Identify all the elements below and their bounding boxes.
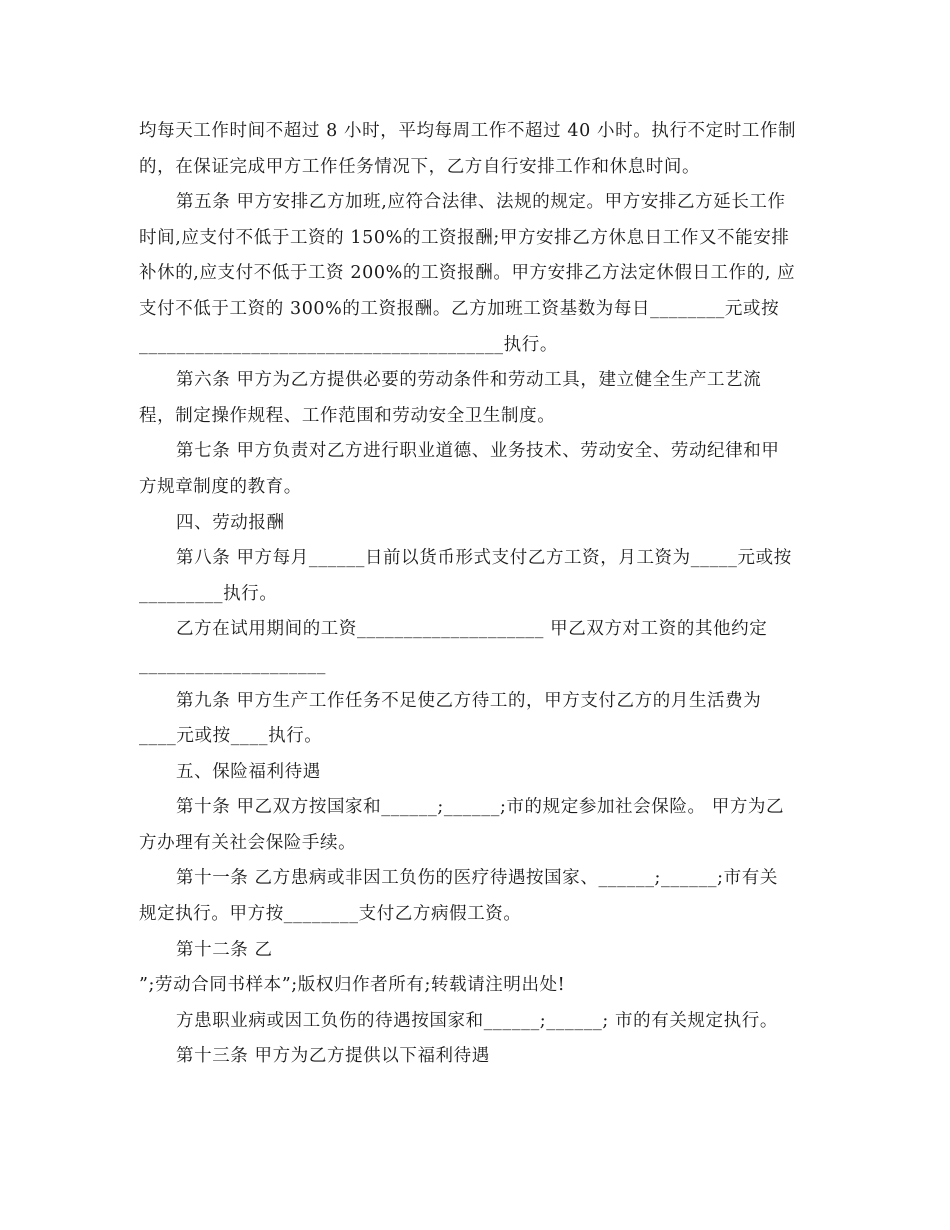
- text-line: 程，制定操作规程、工作范围和劳动安全卫生制度。: [139, 405, 556, 426]
- text-line: 的，在保证完成甲方工作任务情况下，乙方自行安排工作和休息时间。: [139, 156, 701, 177]
- text-line: 第六条 甲方为乙方提供必要的劳动条件和劳动工具，建立健全生产工艺流: [176, 370, 762, 391]
- text-line: 补休的,应支付不低于工资 200%的工资报酬。甲方安排乙方法定休假日工作的, 应: [139, 263, 796, 284]
- text-line: 方规章制度的教育。: [139, 476, 302, 497]
- text-line: _________执行。: [139, 583, 278, 604]
- text-line: 第十三条 甲方为乙方提供以下福利待遇: [176, 1046, 490, 1067]
- text-line: ”;劳动合同书样本”;版权归作者所有;转载请注明出处!: [139, 975, 566, 996]
- text-line: _______________________________________执行。: [139, 334, 558, 355]
- text-line: 第五条 甲方安排乙方加班,应符合法律、法规的规定。甲方安排乙方延长工作: [176, 192, 786, 213]
- text-line: 五、保险福利待遇: [176, 761, 321, 782]
- text-line: 第十二条 乙: [176, 939, 273, 960]
- text-line: 方患职业病或因工负伤的待遇按国家和______;______; 市的有关规定执行。: [176, 1010, 778, 1031]
- text-line: ____________________: [139, 654, 326, 675]
- text-line: 均每天工作时间不超过 8 小时，平均每周工作不超过 40 小时。执行不定时工作制: [139, 121, 797, 141]
- text-line: 第十条 甲乙双方按国家和______;______;市的规定参加社会保险。 甲方为乙: [176, 797, 785, 818]
- text-line: ____元或按____执行。: [139, 726, 323, 747]
- document-body: [139, 114, 811, 1075]
- text-line: 规定执行。甲方按________支付乙方病假工资。: [139, 904, 522, 925]
- text-line: 第十一条 乙方患病或非因工负伤的医疗待遇按国家、______;______;市有关: [176, 868, 778, 889]
- text-line: 乙方在试用期间的工资____________________ 甲乙双方对工资的其他约定: [176, 619, 768, 640]
- text-line: 时间,应支付不低于工资的 150%的工资报酬;甲方安排乙方休息日工作又不能安排: [139, 227, 790, 248]
- text-line: 第七条 甲方负责对乙方进行职业道德、业务技术、劳动安全、劳动纪律和甲: [176, 441, 780, 462]
- text-line: 支付不低于工资的 300%的工资报酬。乙方加班工资基数为每日________元或按: [139, 298, 780, 319]
- text-line: 四、劳动报酬: [176, 512, 285, 533]
- text-line: 第九条 甲方生产工作任务不足使乙方待工的，甲方支付乙方的月生活费为: [176, 690, 762, 711]
- text-line: 第八条 甲方每月______日前以货币形式支付乙方工资，月工资为_____元或按: [176, 548, 792, 569]
- text-line: 方办理有关社会保险手续。: [139, 832, 357, 853]
